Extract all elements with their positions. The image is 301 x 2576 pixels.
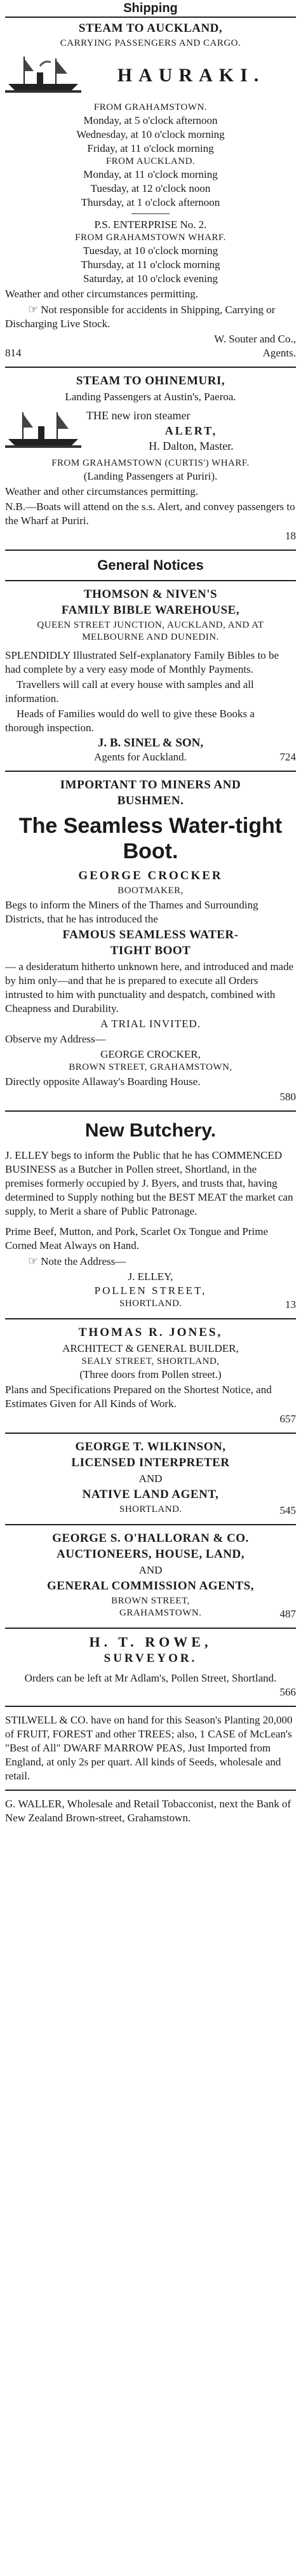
ad-number: 657 (279, 1413, 296, 1425)
ship-name-hauraki: HAURAKI. (117, 65, 265, 86)
address-line: POLLEN STREET, (94, 1285, 207, 1297)
schedule-line: Saturday, at 10 o'clock evening (83, 273, 218, 285)
ad-alert-line2: Landing Passengers at Austin's, Paeroa. (65, 391, 236, 403)
address-town: SHORTLAND. (119, 1298, 182, 1309)
landing-note: (Landing Passengers at Puriri). (83, 470, 218, 482)
address-line: BROWN STREET, GRAHAMSTOWN, (69, 1062, 232, 1072)
ad-footer (5, 1504, 296, 1518)
ad-body: — a desideratum hitherto unknown here, and introduced and made by him only—and that he is prepared to execute all Orders intrusted to him with punctuality and despatch, combined with Cheapness and Durability. (5, 961, 294, 1015)
ad-body: Begs to inform the Miners of the Thames and Surrounding Districts, that he has introduced the (5, 899, 258, 925)
ad-wilkinson (5, 1440, 296, 1518)
ad-title: AND (138, 1473, 163, 1485)
ad-rowe (5, 1635, 296, 1699)
ad-body: Orders can be left at Mr Adlam's, Pollen Street, Shortland. (24, 1672, 277, 1684)
from-curtis-wharf: FROM GRAHAMSTOWN (CURTIS') WHARF. (51, 458, 250, 468)
ad-title: AUCTIONEERS, HOUSE, LAND, (57, 1548, 244, 1561)
ad-thomson-niven (5, 588, 296, 764)
pointing-hand-icon: ☞ (28, 1255, 39, 1267)
ad-title: THOMAS R. JONES, (78, 1326, 223, 1339)
ad-number: 580 (279, 1091, 296, 1103)
ad-heading: IMPORTANT TO MINERS AND (60, 778, 241, 792)
ad-title: NATIVE LAND AGENT, (82, 1488, 219, 1501)
divider (5, 1318, 296, 1319)
ad-alert-line1: STEAM TO OHINEMURI, (76, 374, 225, 388)
alert-text (86, 408, 296, 454)
product-name: FAMOUS SEAMLESS WATER- (62, 928, 239, 941)
ad-waller (5, 1797, 296, 1825)
schedule-line: Friday, at 11 o'clock morning (87, 142, 214, 154)
ad-subtitle: ARCHITECT & GENERAL BUILDER, (62, 1342, 239, 1354)
schedule-line: Tuesday, at 10 o'clock morning (83, 245, 218, 257)
divider (5, 1110, 296, 1112)
ad-address: SEALY STREET, SHORTLAND, (81, 1356, 220, 1366)
ad-body: Plans and Specifications Prepared on the Shortest Notice, and Estimates Given for All Kinds of Work. (5, 1384, 272, 1410)
ad-number: 13 (285, 1298, 296, 1311)
schedule-line: Thursday, at 11 o'clock morning (81, 259, 220, 271)
steamship-icon (5, 53, 81, 98)
divider (5, 1524, 296, 1525)
steamship-icon (5, 408, 81, 453)
ad-number: 18 (285, 530, 296, 542)
ad-stilwell (5, 1713, 296, 1783)
weather-note: Weather and other circumstances permitting. (5, 485, 199, 497)
weather-note: Weather and other circumstances permitting. (5, 288, 199, 300)
divider (5, 550, 296, 551)
ad-footer (5, 346, 296, 360)
liability-note: ☞ Not responsible for accidents in Shipping, Carrying or Discharging Live Stock. (5, 303, 276, 330)
ad-title: GENERAL COMMISSION AGENTS, (46, 1579, 255, 1593)
from-auckland: FROM AUCKLAND. (105, 156, 196, 166)
address-line: Directly opposite Allaway's Boarding House. (5, 1076, 201, 1088)
ad-title: THOMSON & NIVEN'S (83, 588, 218, 601)
ad-butchery (5, 1118, 296, 1312)
ad-crocker (5, 778, 296, 1104)
ad-heading: BUSHMEN. (117, 794, 184, 807)
proprietor-name: GEORGE CROCKER (78, 869, 223, 882)
nb-note: N.B.—Boats will attend on the s.s. Alert, and convey passengers to the Wharf at Puriri. (5, 501, 295, 527)
address-town: GRAHAMSTOWN. (119, 1608, 202, 1618)
ad-footer (5, 750, 296, 764)
ad-jones (5, 1326, 296, 1426)
ad-title: SURVEYOR. (104, 1652, 197, 1665)
divider (5, 771, 296, 772)
agent-name: W. Souter and Co., (214, 333, 296, 345)
divider (5, 1790, 296, 1791)
schedule-line: Thursday, at 1 o'clock afternoon (81, 196, 220, 208)
from-wharf: FROM GRAHAMSTOWN WHARF. (75, 233, 226, 243)
ad-title: LICENSED INTERPRETER (71, 1456, 230, 1469)
ad-hauraki (5, 22, 296, 360)
ad-number: 487 (279, 1608, 296, 1620)
ad-address: BROWN STREET, (111, 1596, 190, 1606)
ad-title: GEORGE T. WILKINSON, (75, 1440, 226, 1453)
ad-hauraki-line1: STEAM TO AUCKLAND, (78, 22, 223, 35)
ad-body: J. ELLEY begs to inform the Public that he has COMMENCED BUSINESS as a Butcher in Pollen street, Shortland, in the premises formerly occupied by J. Byers, and trusts that, having determined to Supply nothing but the BEST MEAT the market can supply, to Merit a share of Public Patronage. (5, 1149, 293, 1217)
ad-alert (5, 374, 296, 543)
divider (131, 213, 170, 214)
ad-title: GEORGE S. O'HALLORAN & CO. (52, 1532, 249, 1545)
alert-line: THE new iron steamer (86, 409, 191, 422)
proprietor-role: BOOTMAKER, (117, 886, 184, 896)
ad-number: 814 (5, 347, 22, 359)
ad-address: QUEEN STREET JUNCTION, AUCKLAND, AND AT MELBOURNE AND DUNEDIN. (37, 620, 264, 642)
divider (5, 1628, 296, 1629)
from-grahamstown: FROM GRAHAMSTOWN. (93, 102, 208, 112)
ad-body: STILWELL & CO. have on hand for this Season's Planting 20,000 of FRUIT, FOREST and other TREES; also, 1 CASE of McLean's "Best of All" DWARF MARROW PEAS, Just Imported from England, at only 2s per quart. All kinds of Seeds, wholesale and retail. (5, 1714, 293, 1782)
ad-number: 724 (279, 751, 296, 763)
divider (5, 1433, 296, 1434)
schedule-line: Monday, at 5 o'clock afternoon (83, 114, 218, 126)
section-header-general: General Notices (97, 557, 204, 573)
section-header-shipping: Shipping (5, 0, 296, 18)
ship-row (5, 53, 296, 98)
ad-body: Heads of Families would do well to give these Books a thorough inspection. (5, 708, 255, 734)
schedule-line: Wednesday, at 10 o'clock morning (76, 128, 225, 140)
ship-name-alert: ALERT, (164, 424, 218, 437)
pointing-hand-icon: ☞ (28, 303, 39, 316)
note-address: ☞ Note the Address— (5, 1254, 296, 1269)
address-name: J. ELLEY, (128, 1271, 173, 1283)
enterprise-title: P.S. ENTERPRISE No. 2. (94, 219, 207, 231)
ad-title: H. T. ROWE, (89, 1634, 212, 1650)
ad-ohalloran (5, 1532, 296, 1621)
trial-invited: A TRIAL INVITED. (100, 1018, 201, 1030)
divider (5, 580, 296, 581)
address-town: SHORTLAND. (119, 1504, 182, 1514)
product-name: TIGHT BOOT (110, 944, 191, 957)
ad-body: Prime Beef, Mutton, and Pork, Scarlet Ox Tongue and Prime Corned Meat Always on Hand. (5, 1225, 268, 1251)
ad-title: AND (138, 1564, 163, 1576)
address-name: GEORGE CROCKER, (100, 1048, 201, 1060)
agents-label: Agents. (262, 347, 296, 359)
ad-hauraki-line2: CARRYING PASSENGERS AND CARGO. (60, 38, 241, 48)
schedule-line: Monday, at 11 o'clock morning (83, 168, 218, 180)
ad-footer (5, 1298, 296, 1312)
ad-number: 545 (279, 1504, 296, 1516)
ad-body: Travellers will call at every house with samples and all information. (5, 678, 254, 705)
ad-title: FAMILY BIBLE WAREHOUSE, (61, 604, 240, 617)
ad-body: SPLENDIDLY Illustrated Self-explanatory Family Bibles to be had complete by a very easy mode of Monthly Payments. (5, 649, 279, 675)
agents-label: Agents for Auckland. (94, 751, 187, 763)
divider (5, 1706, 296, 1707)
ad-footer (5, 1607, 296, 1621)
ad-address: (Three doors from Pollen street.) (79, 1368, 222, 1380)
ad-number: 566 (279, 1686, 296, 1698)
ad-big-title: New Butchery. (84, 1120, 217, 1141)
ad-body: G. WALLER, Wholesale and Retail Tobacconist, next the Bank of New Zealand Brown-street, Grahamstown. (5, 1798, 291, 1824)
master-name: H. Dalton, Master. (149, 440, 234, 452)
ad-big-title: The Seamless Water-tight Boot. (18, 814, 283, 863)
ship-row (5, 408, 296, 454)
schedule-line: Tuesday, at 12 o'clock noon (90, 182, 211, 194)
observe-label: Observe my Address— (5, 1033, 106, 1045)
divider (5, 367, 296, 368)
agent-name: J. B. SINEL & SON, (97, 736, 204, 750)
